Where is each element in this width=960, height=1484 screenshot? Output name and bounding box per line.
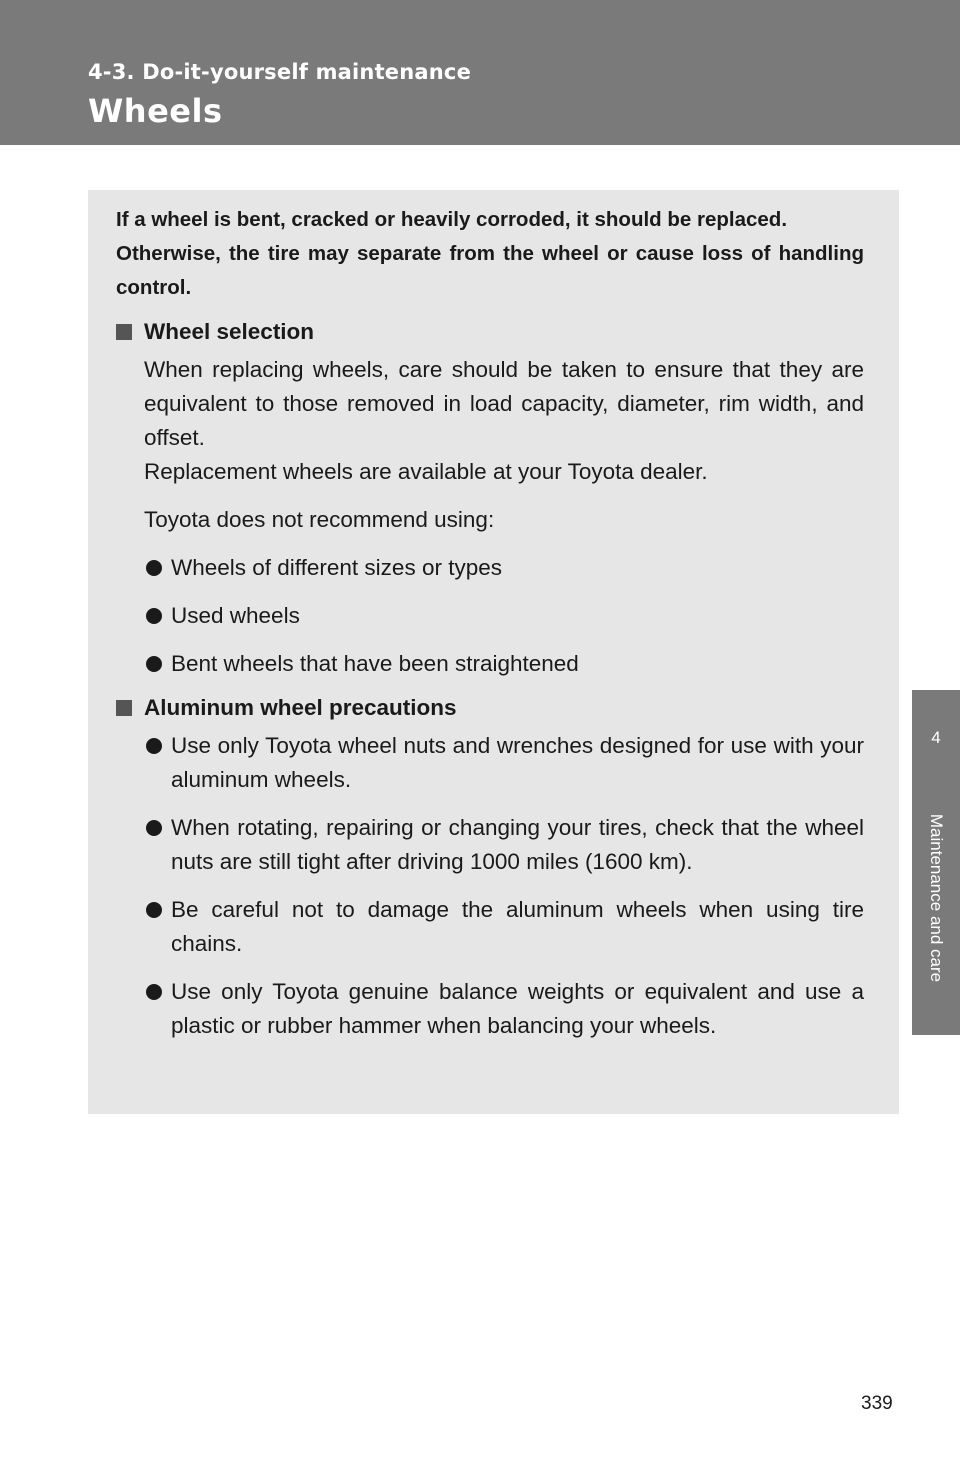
- list-item: Use only Toyota genuine balance weights or equivalent and use a plastic or rubber hammer when balancing your wheels.: [116, 975, 864, 1043]
- list-item: Bent wheels that have been straightened: [116, 647, 864, 681]
- chapter-side-tab: [912, 690, 960, 1035]
- wheel-selection-heading-text: Wheel selection: [144, 319, 315, 344]
- not-recommended-lead-in: Toyota does not recommend using:: [144, 507, 495, 532]
- bullet-dot-icon: [146, 820, 162, 836]
- bullet-dot-icon: [146, 656, 162, 672]
- aluminum-heading-text: Aluminum wheel precautions: [144, 695, 457, 720]
- bullet-dot-icon: [146, 560, 162, 576]
- chapter-title: Maintenance and care: [927, 813, 946, 983]
- square-bullet-icon: [116, 324, 132, 340]
- bullet-dot-icon: [146, 608, 162, 624]
- aluminum-heading: [116, 691, 864, 725]
- intro-line-2: Otherwise, the tire may separate from the wheel or cause loss of handling control.: [116, 242, 864, 299]
- wheel-selection-text-2: Replacement wheels are available at your Toyota dealer.: [144, 459, 708, 484]
- bullet-dot-icon: [146, 984, 162, 1000]
- page-title: Wheels: [88, 92, 223, 130]
- not-recommended-list: [116, 551, 864, 681]
- list-item: Used wheels: [116, 599, 864, 633]
- page-number: 339: [861, 1393, 893, 1414]
- chapter-number: 4: [931, 728, 941, 747]
- section-label: 4-3. Do-it-yourself maintenance: [88, 60, 472, 84]
- wheel-selection-text-1: When replacing wheels, care should be taken to ensure that they are equivalent to those removed in load capacity, diameter, rim width, and offset.: [144, 357, 864, 450]
- wheel-selection-paragraph: [144, 353, 864, 489]
- list-item: Use only Toyota wheel nuts and wrenches designed for use with your aluminum wheels.: [116, 729, 864, 797]
- bullet-dot-icon: [146, 902, 162, 918]
- list-item: Be careful not to damage the aluminum wheels when using tire chains.: [116, 893, 864, 961]
- list-item: Wheels of different sizes or types: [116, 551, 864, 585]
- square-bullet-icon: [116, 700, 132, 716]
- bullet-dot-icon: [146, 738, 162, 754]
- list-item: When rotating, repairing or changing your tires, check that the wheel nuts are still tight after driving 1000 miles (1600 km).: [116, 811, 864, 879]
- content-box: [88, 190, 899, 1114]
- intro-text: [116, 203, 864, 305]
- wheel-selection-heading: [116, 315, 864, 349]
- aluminum-precautions-list: [116, 729, 864, 1043]
- header-bar: [0, 0, 960, 145]
- intro-line-1: If a wheel is bent, cracked or heavily corroded, it should be replaced.: [116, 208, 788, 231]
